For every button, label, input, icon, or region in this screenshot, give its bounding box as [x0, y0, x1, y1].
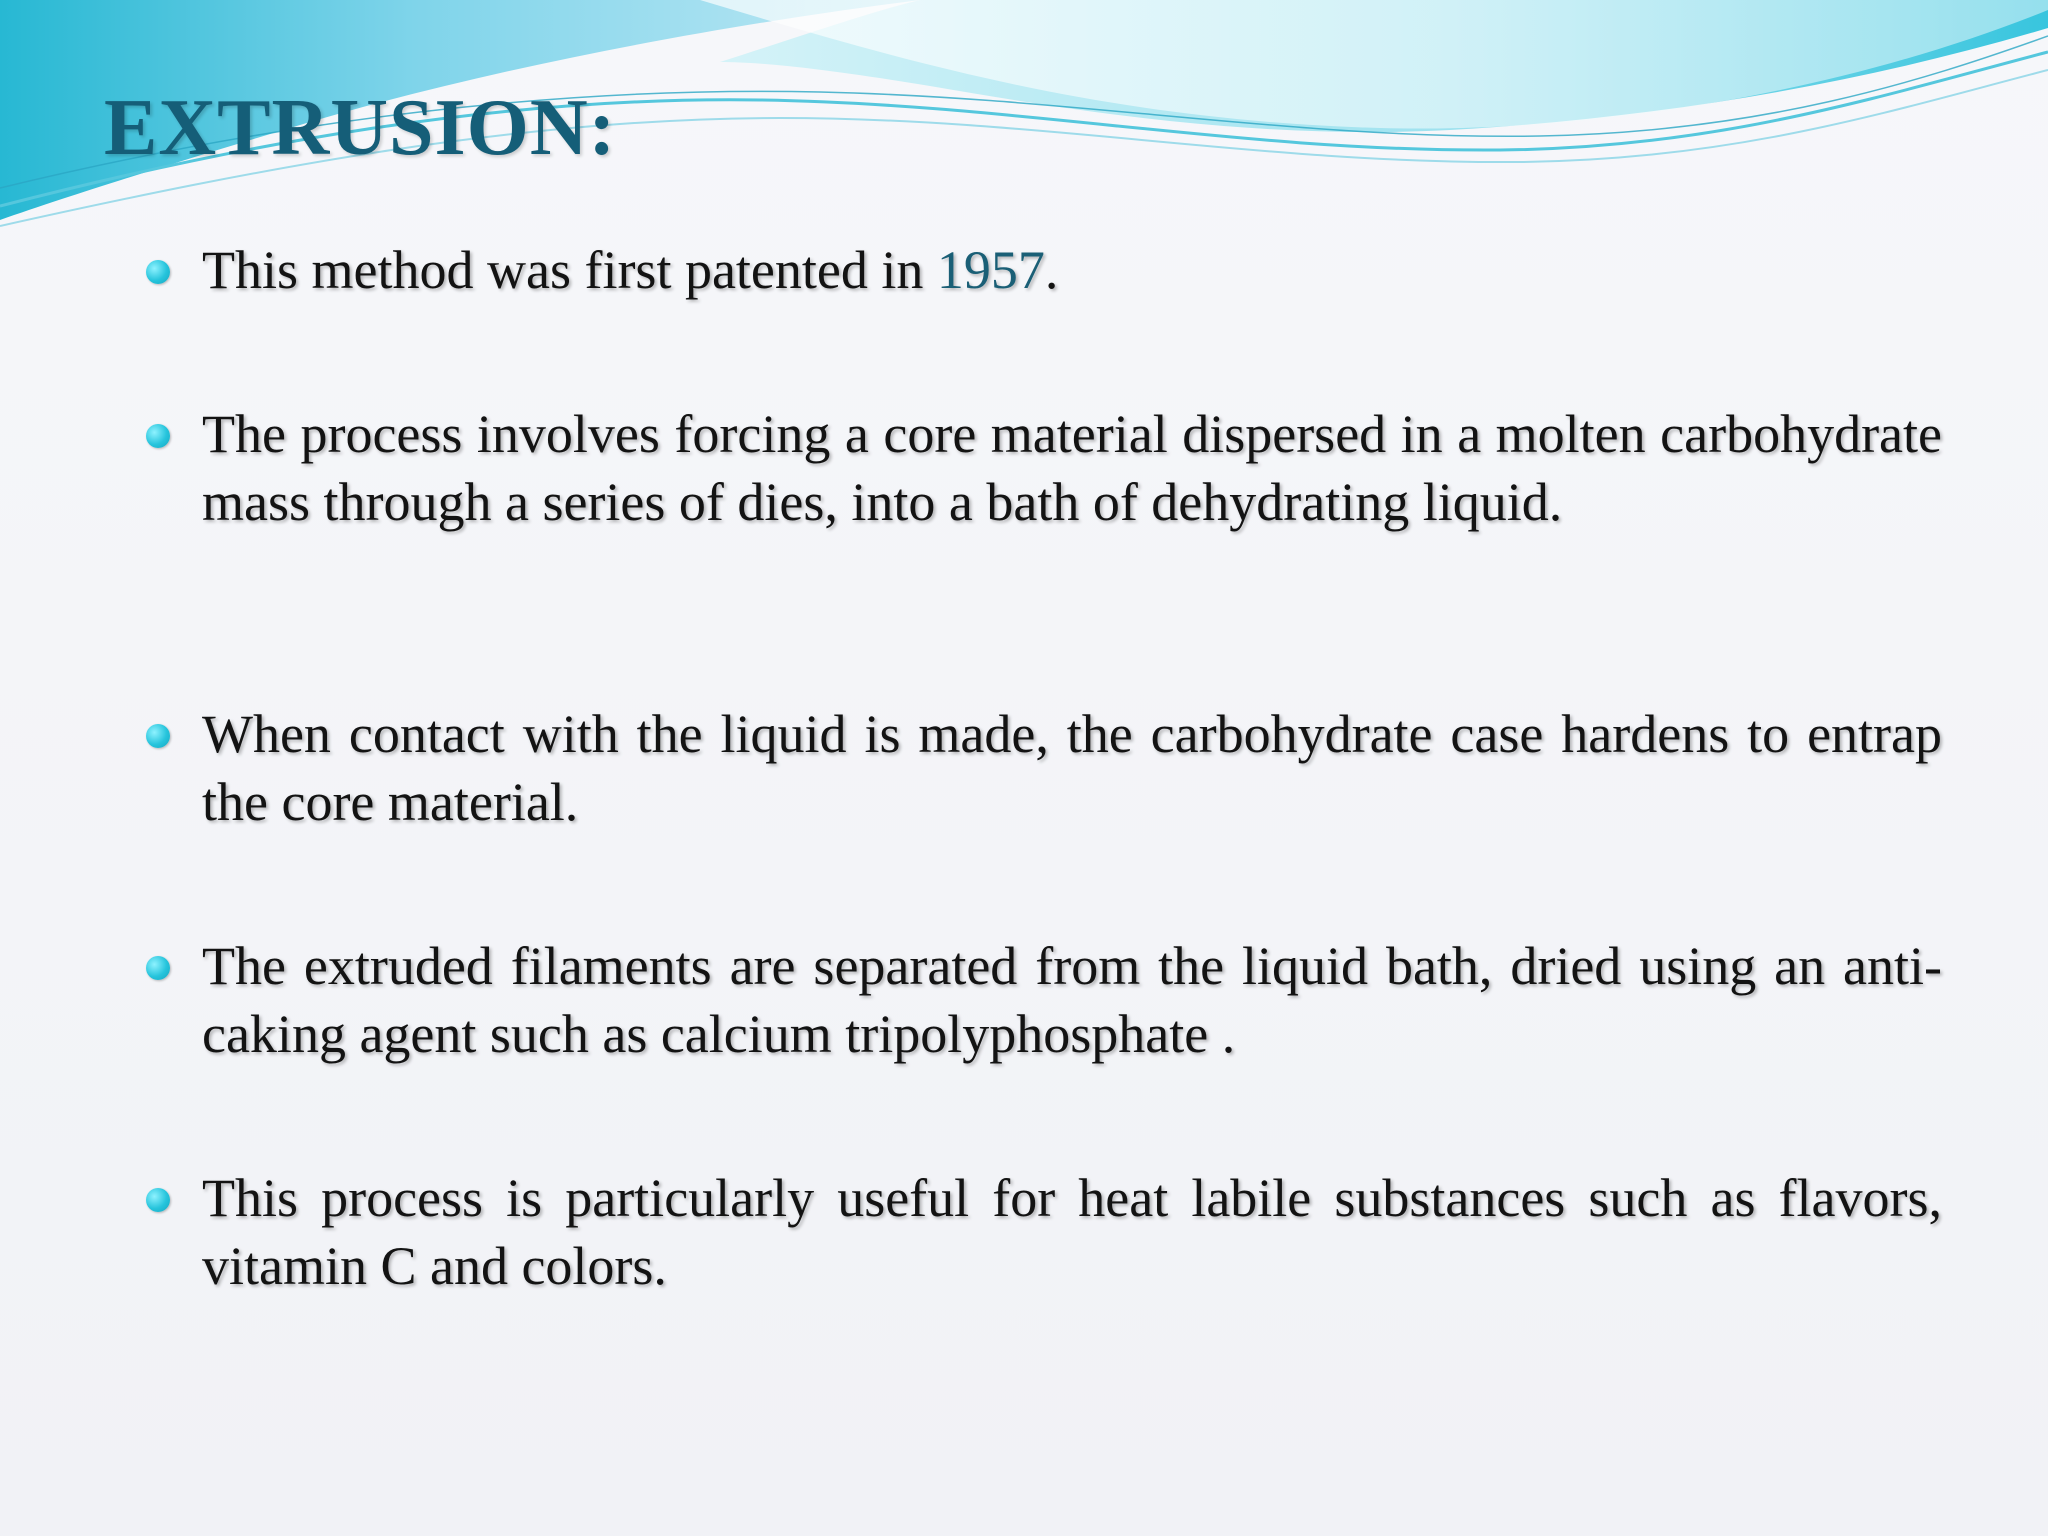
bullet-circle-icon	[146, 424, 170, 448]
bullet-1-text-after: .	[1044, 240, 1059, 300]
bullet-item-4: The extruded filaments are separated from the liquid bath, dried using an anti-caking agent such as calcium tripolyphosphate .	[202, 936, 1942, 1064]
bullet-circle-icon	[146, 260, 170, 284]
bullet-circle-icon	[146, 956, 170, 980]
bullet-circle-icon	[146, 724, 170, 748]
bullet-circle-icon	[146, 1188, 170, 1212]
patent-year: 1957	[936, 240, 1045, 300]
bullet-1-text-before: This method was first patented in	[202, 240, 937, 300]
slide-title: EXTRUSION:	[104, 84, 617, 172]
bullet-item-1	[202, 236, 1942, 304]
bullet-item-2: The process involves forcing a core material dispersed in a molten carbohydrate mass through a series of dies, into a bath of dehydrating liquid.	[202, 404, 1942, 532]
bullet-item-5: This process is particularly useful for heat labile substances such as flavors, vitamin C and colors.	[202, 1168, 1942, 1296]
bullet-item-3: When contact with the liquid is made, the carbohydrate case hardens to entrap the core material.	[202, 704, 1942, 832]
